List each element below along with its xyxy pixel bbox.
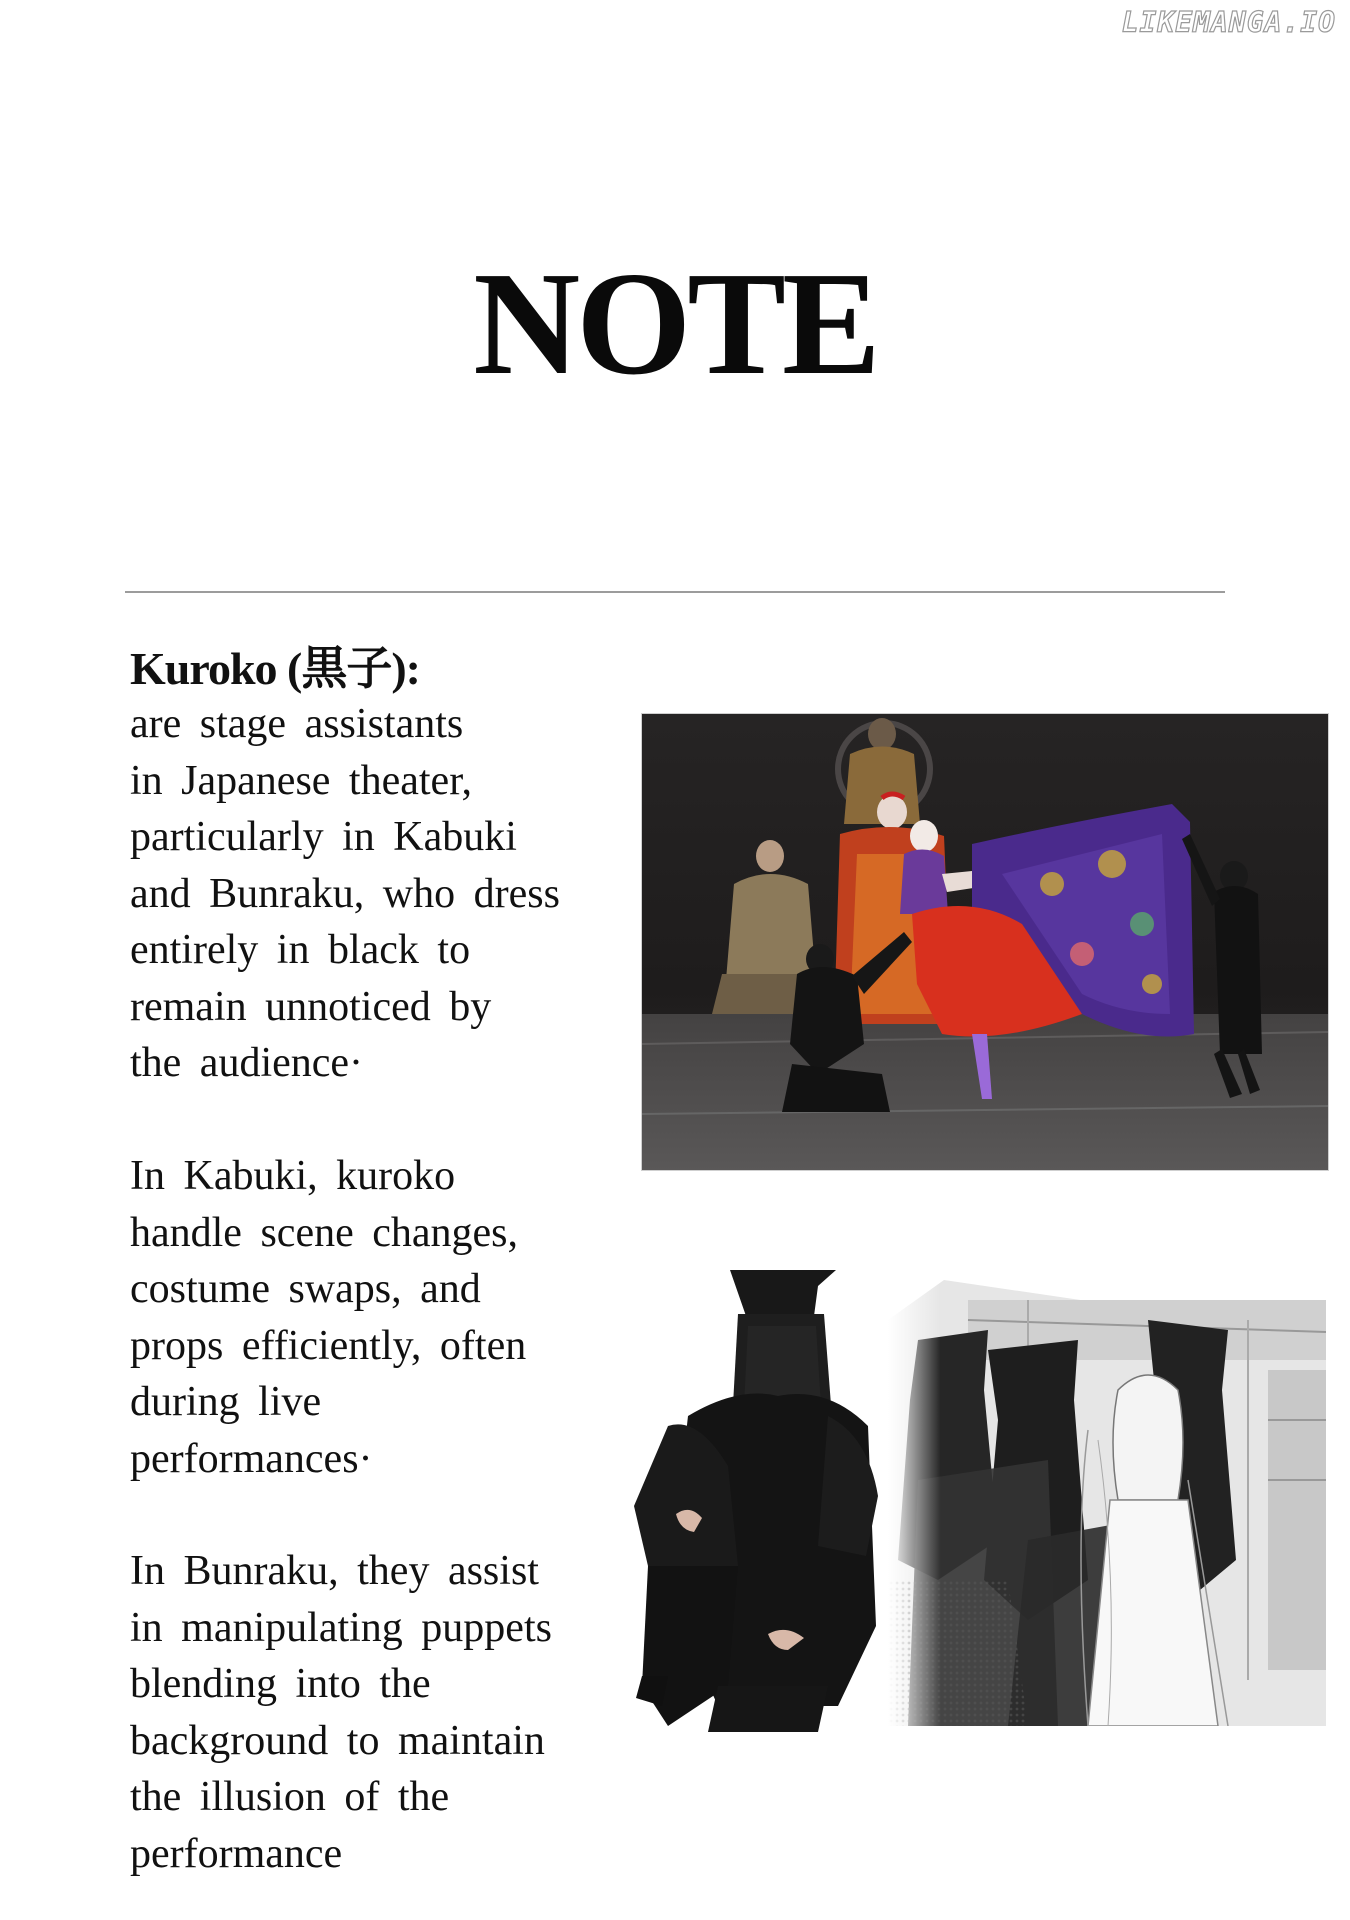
term-heading: Kuroko (黒子): [130,643,420,694]
watermark: LIKEMANGA.IO [1121,6,1336,39]
kuroko-costume-photo [628,1266,884,1734]
divider [125,591,1225,593]
paragraph-definition: are stage assistants in Japanese theater, particularly in Kabuki and Bunraku, who dress entirely in black to remain unnoticed by the audience· [130,701,560,1086]
manga-panel-illustration [888,1280,1326,1726]
paragraph-kabuki: In Kabuki, kuroko handle scene changes, costume swaps, and props efficiently, often during live performances· [130,1153,527,1482]
page-title: NOTE [473,242,877,406]
paragraph-bunraku: In Bunraku, they assist in manipulating puppets blending into the background to maintain the illusion of the performance [130,1548,552,1877]
kabuki-stage-photo [641,713,1329,1171]
